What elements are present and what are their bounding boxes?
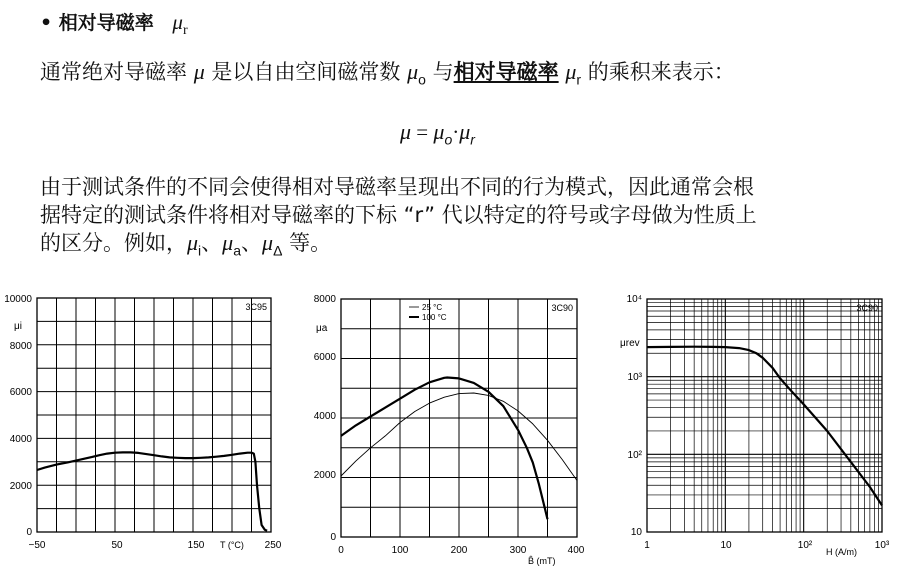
- y-tick-label: 4000: [313, 411, 336, 422]
- x-tick-label: 150: [187, 540, 205, 551]
- bullet: •: [40, 12, 53, 34]
- para2-line-3: 的区分。例如，$\mu_i$、$\mu_a$、$\mu_\Delta$ 等。: [40, 230, 332, 259]
- material-label: 3C95: [245, 302, 267, 312]
- y-tick-label: 4000: [9, 434, 32, 445]
- y-tick-label: 8000: [313, 294, 336, 305]
- y-tick-label: 2000: [9, 481, 32, 492]
- mu-i-symbol: $\mu_i$: [187, 230, 202, 259]
- legend-label: 100 °C: [422, 313, 447, 322]
- x-tick-label: 50: [111, 540, 123, 551]
- x-tick-label: 0: [338, 545, 344, 556]
- material-label: 3C90: [551, 303, 573, 313]
- para1-text-3: 与: [425, 60, 454, 84]
- y-axis-label: μi: [14, 321, 22, 332]
- series-line-1: [37, 452, 267, 530]
- x-tick-label: 100: [391, 545, 409, 556]
- y-tick-label: 10³: [627, 372, 642, 383]
- x-tick-label: 400: [567, 545, 585, 556]
- mu-delta-symbol: $\mu_\Delta$: [262, 230, 283, 259]
- y-tick-label: 6000: [313, 352, 336, 363]
- x-tick-label: 200: [450, 545, 468, 556]
- x-tick-label: −50: [28, 540, 46, 551]
- y-axis-label: μrev: [620, 338, 640, 349]
- para1-text-2: 是以自由空间磁常数: [204, 60, 408, 84]
- series-line-2: [341, 378, 548, 520]
- x-tick-label: 10³: [874, 540, 890, 551]
- y-axis-label: μa: [316, 323, 328, 334]
- y-tick-label: 2000: [313, 470, 336, 481]
- para2-line-2: 据特定的测试条件将相对导磁率的下标 “r” 代以特定的符号或字母做为性质上: [40, 202, 757, 227]
- x-axis-label: T (°C): [220, 540, 244, 550]
- x-axis-label: B̂ (mT): [528, 556, 556, 566]
- paragraph-definition: [40, 58, 735, 93]
- x-tick-label: 300: [509, 545, 527, 556]
- x-tick-label: 250: [264, 540, 282, 551]
- y-tick-label: 10⁴: [626, 294, 642, 305]
- series-line-1: [647, 347, 882, 506]
- y-tick-label: 6000: [9, 387, 32, 398]
- y-tick-label: 8000: [9, 341, 32, 352]
- x-tick-label: 1: [644, 540, 650, 551]
- x-tick-label: 10: [720, 540, 732, 551]
- x-axis-label: H (A/m): [826, 547, 857, 557]
- section-heading: [40, 8, 188, 39]
- y-tick-label: 10000: [4, 294, 32, 305]
- relative-permeability-term: 相对导磁率: [453, 60, 559, 84]
- mu-r-symbol: $\mu_r$: [172, 10, 188, 39]
- paragraph-notation: [40, 174, 757, 265]
- y-tick-label: 10²: [627, 450, 642, 461]
- para1-text-1: 通常绝对导磁率: [40, 60, 194, 84]
- mu0-symbol: $\mu_o$: [407, 59, 426, 88]
- y-tick-label: 10: [630, 527, 642, 538]
- heading-title: 相对导磁率: [58, 12, 154, 34]
- y-tick-label: 0: [330, 532, 336, 543]
- mu-a-symbol: $\mu_a$: [222, 230, 242, 259]
- para1-text-4: 的乘积来表示：: [581, 60, 735, 84]
- plot-frame: [647, 299, 882, 532]
- chart-amplitude-permeability-vs-flux: [296, 285, 600, 568]
- para2-line-1: 由于测试条件的不同会使得相对导磁率呈现出不同的行为模式，因此通常会根: [40, 175, 754, 199]
- permeability-formula: $\mu = \mu_o\cdot\mu_r$: [400, 119, 475, 148]
- legend-label: 25 °C: [422, 303, 443, 312]
- x-tick-label: 10²: [797, 540, 813, 551]
- chart-reversible-permeability-vs-field: [600, 285, 897, 568]
- mur-symbol: $\mu_r$: [565, 59, 582, 88]
- chart-initial-permeability-vs-temperature: [0, 285, 300, 568]
- material-label: 3C90: [856, 303, 878, 313]
- mu-symbol: μ: [193, 59, 205, 84]
- y-tick-label: 0: [26, 527, 32, 538]
